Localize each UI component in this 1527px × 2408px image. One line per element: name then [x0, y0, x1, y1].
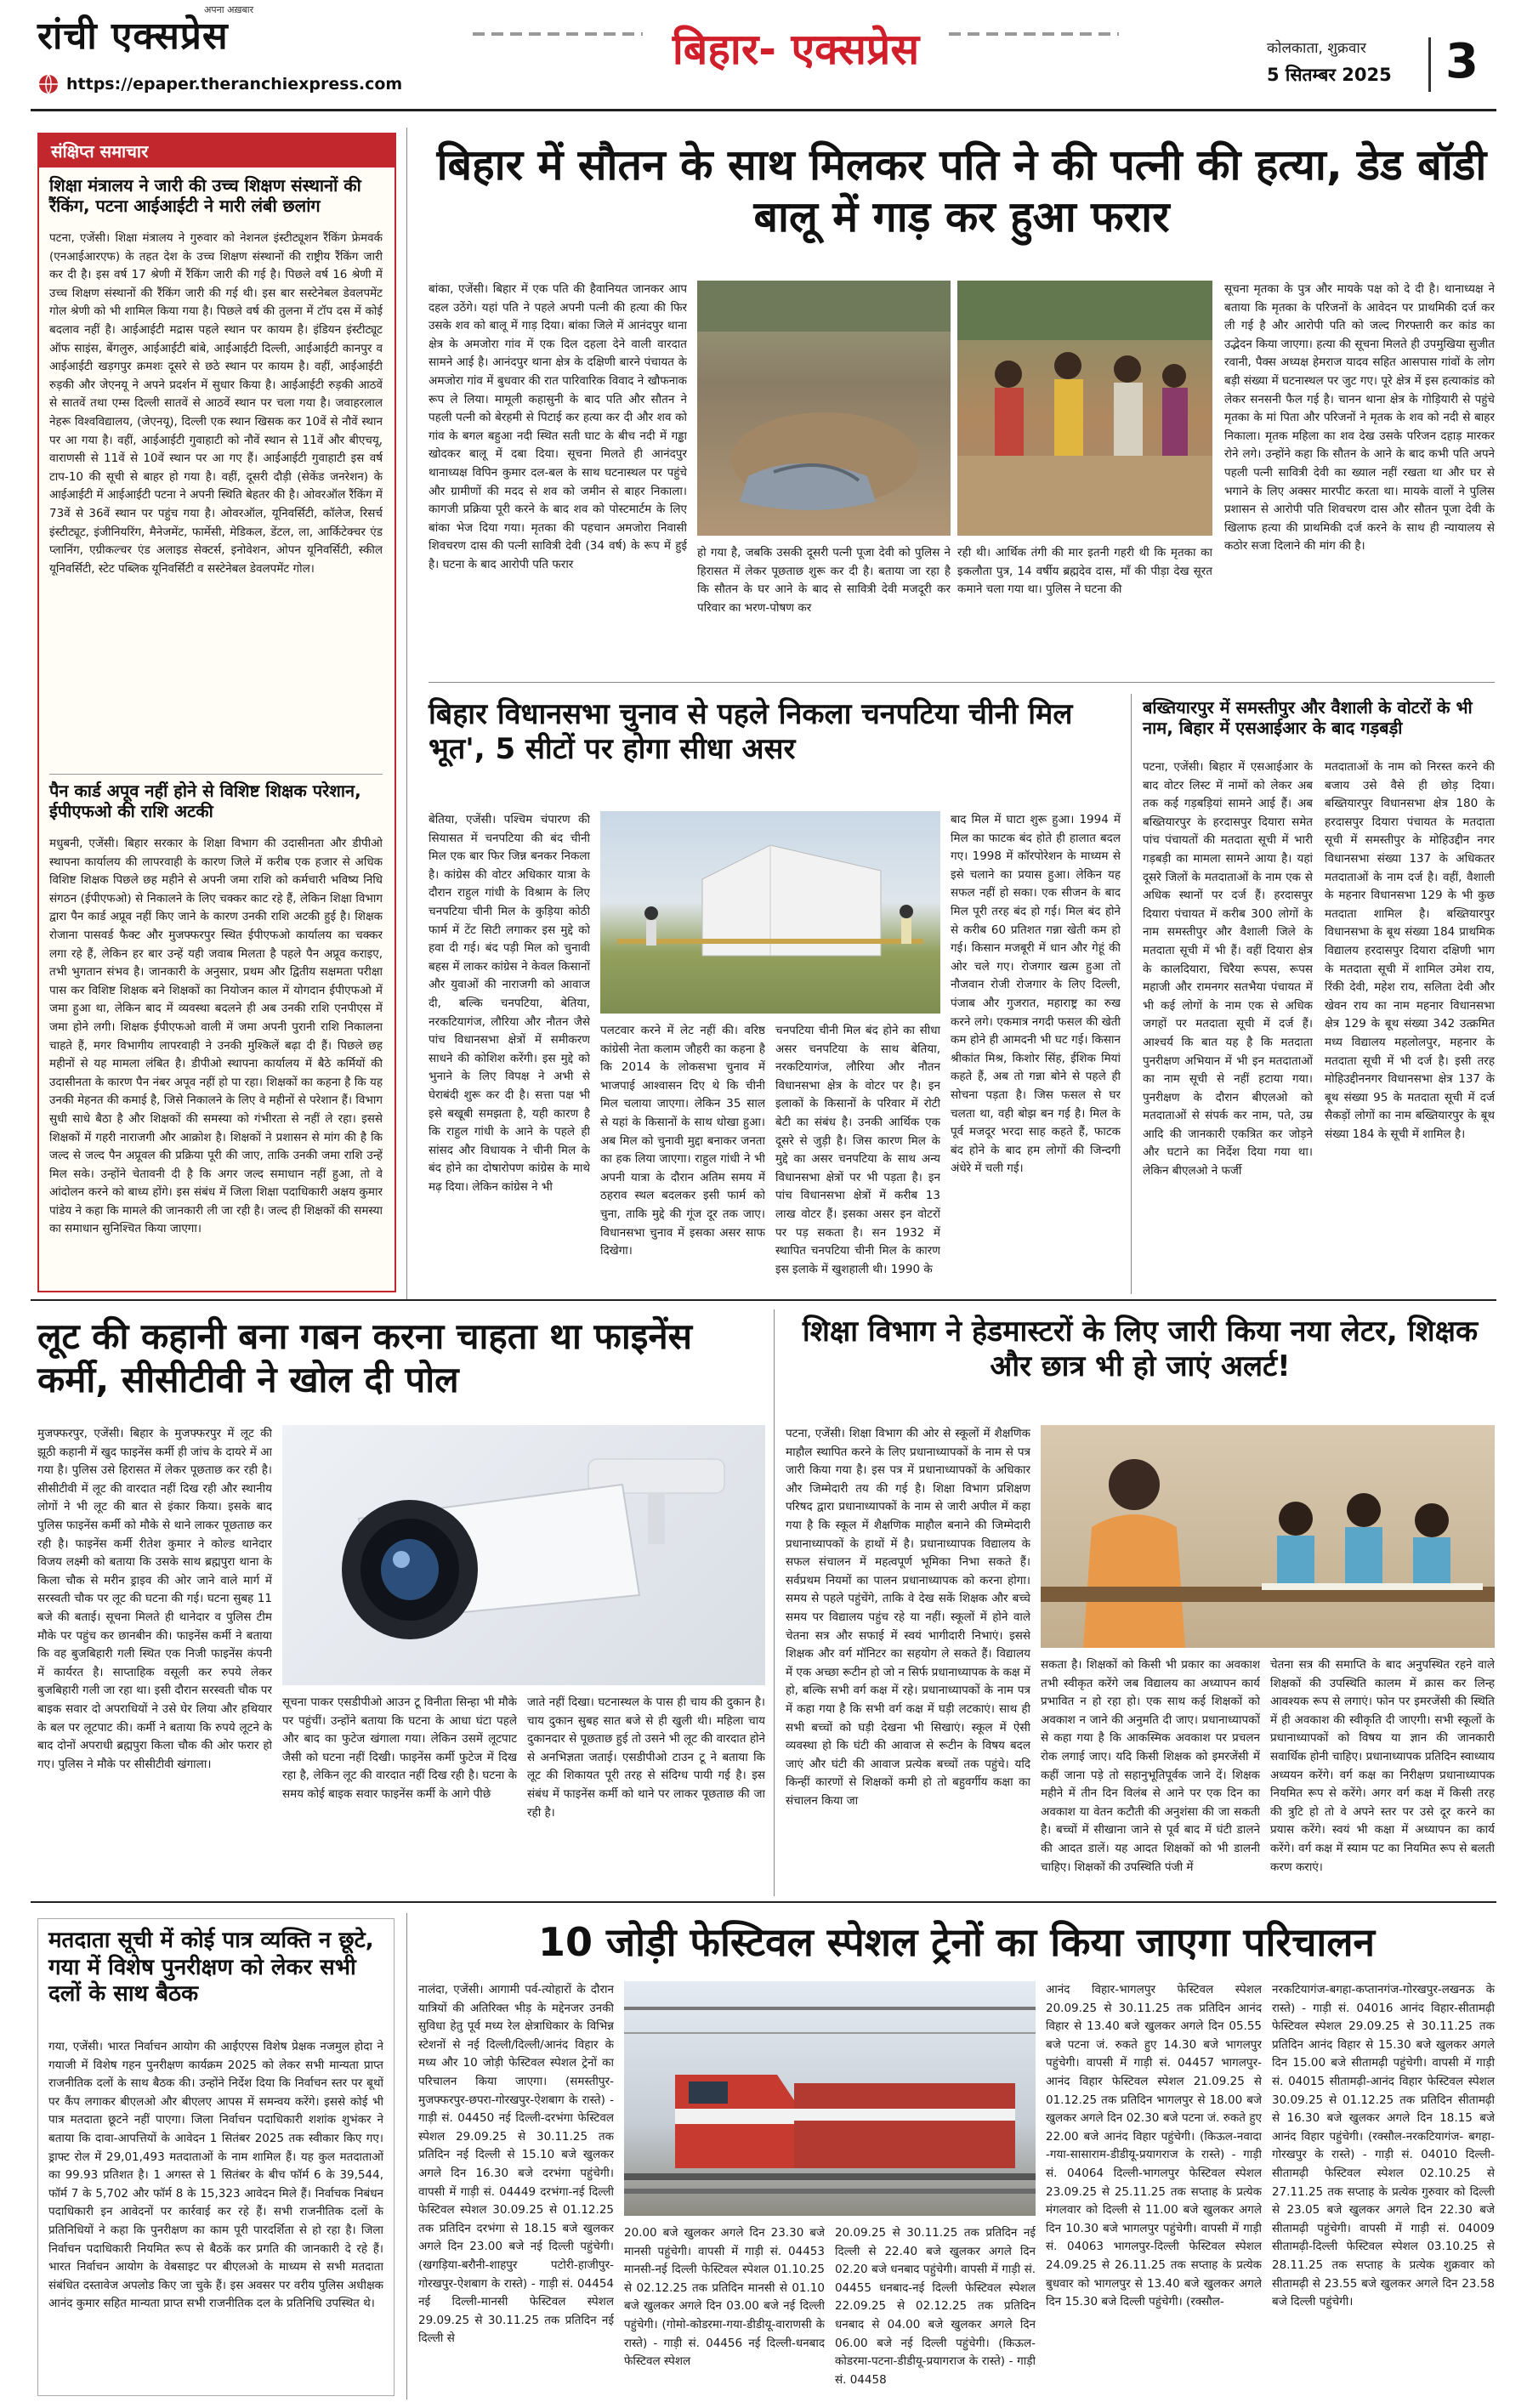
gaya-headline: मतदाता सूची में कोई पात्र व्यक्ति न छूटे, गया में विशेष पुनरीक्षण को लेकर सभी दलों के साथ बैठक: [48, 1928, 374, 2008]
chanpatia-col2: पलटवार करने में लेट नहीं की। वरिष्ठ कांग्रेसी नेता कलाम जौहरी का कहना है कि 2014 के लोकसभा चुनाव में भाजपाई आश्वासन दिए थे कि चीनी मिल चलाया जाएगा। लेकिन 35 साल से यहां के किसानों के साथ धोखा हुआ। अब मिल को चुनावी मुद्दा बनाकर जनता का हक लिया जाएगा। राहुल गांधी ने भी अपनी यात्रा के दौरान अतिम समय में ठहराव स्थल बदलकर इसी फार्म को चुना, ताकि मुद्दे की गूंज दूर तक जाए। विधानसभा चुनाव में इसका असर साफ दिखेगा।: [600, 1024, 765, 1258]
masthead-rule: [31, 109, 1496, 111]
lead-col1: बांका, एजेंसी। बिहार में एक पति की हैवानियत जानकर आप दहल उठेंगे। यहां पति ने पहले अपनी पत्नी की हत्या की फिर उसके शव को बालू में गाड़ दिया। बांका जिले में आनंदपुर थाना क्षेत्र के अमजोरा गांव में एक दिल दहला देने वाली वारदात सामने आई है। आनंदपुर थाना क्षेत्र के दक्षिणी बारने पंचायत के अमजोरा गांव में बुधवार की रात पारिवारिक विवाद ने खौफनाक रूप ले लिया। मामूली कहासुनी के बाद पति और सौतन ने पहली पत्नी को बेरहमी से पिटाई कर हत्या कर दी और शव को गांव के बगल बहुआ नदी स्थित सती घाट के बीच नदी में गड्ढा खोदकर बालू में दबा दिया। सूचना मिलते ही आनंदपुर थानाध्यक्ष विपिन कुमार दल-बल के साथ घटनास्थल पर पहुंचे और ग्रामीणों की मदद से शव को जमीन से बाहर निकाला। कागजी प्रक्रिया पूरी करने के बाद शव को पोस्टमार्टम के लिए बांका भेज दिया गया। मृतका की पहचान अमजोरा निवासी शिवचरण दास की पत्नी सावित्री देवी (34 वर्ष) के रूप में हुई है। घटना के बाद आरोपी पति फरार: [429, 282, 687, 571]
lower-rule: [31, 1901, 1496, 1903]
lead-col2: हो गया है, जबकि उसकी दूसरी पत्नी पूजा देवी को पुलिस ने हिरासत में लेकर पूछताछ शुरू कर दी है। बताया जा रहा है कि सौतन के घर आने के बाद से सावित्री देवी मजदूरी कर परिवार का भरण-पोषण कर: [697, 546, 951, 615]
mid-rule: [31, 1299, 1496, 1301]
lead-bottom-rule: [429, 682, 1495, 683]
section-title: बिहार- एक्सप्रेस: [672, 25, 920, 74]
dateline-date: 5 सितम्बर 2025: [1267, 65, 1392, 85]
sidebar-story1-body: पटना, एजेंसी। शिक्षा मंत्रालय ने गुरुवार को नेशनल इंस्टीट्यूशन रैंकिंग फ्रेमवर्क (एनआईआरएफ) के तहत देश के उच्च शिक्षण संस्थानों की राष्ट्रीय रैंकिंग जारी कर दी है। इस वर्ष 17 श्रेणी में रैंकिंग जारी की गई है। पिछले वर्ष 16 श्रेणी में उच्च शिक्षण संस्थानों की रैंकिंग जारी की गई थी। इस बार सस्टेनेबल डेवलपमेंट गोल श्रेणी को भी शामिल किया गया है। पिछले वर्ष की तुलना में टॉप दस में कोई बदलाव नहीं है। आईआईटी मद्रास पहले स्थान पर कायम है। इंडियन इंस्टीट्यूट ऑफ साइंस, बेंगलुरु, आईआईटी बांबे, आईआईटी दिल्ली, आईआईटी कानपुर व आईआईटी खड़गपुर क्रमशः दूसरे से छठे स्थान पर कायम है। वहीं, आईआईटी रुड़की और जेएनयू ने अपने प्रदर्शन में सुधार किया है। आईआईटी रुड़की आठवें से सातवें तथा एम्स दिल्ली सातवें से आठवें स्थान पर चला गया है। जवाहरलाल नेहरू विश्वविद्यालय, (जेएनयू), दिल्ली एक स्थान खिसक कर 10वें से नौवें स्थान पर आ गया है। वहीं, आईआईटी गुवाहाटी को नौवें स्थान से 11वें और बीएचयू, वाराणसी से 11वें से 10वें स्थान पर आ गए हैं। आईआईटी गुवाहाटी इस वर्ष टाप-10 की सूची से बाहर हो गया है। वहीं, दूसरी दौड़ी (सेकेंड जनरेशन) के आईआईटी में आईआईटी पटना ने अपनी स्थिति बेहतर की है। ओवरऑल रैंकिंग में 73वें से 36वें स्थान पर पहुंच गया है। ओवरऑल, यूनिवर्सिटी, कॉलेज, रिसर्च इंस्टीट्यूट, इंजीनियरिंग, मैनेजमेंट, फार्मेसी, मेडिकल, डेंटल, ला, आर्किटेक्चर एंड प्लानिंग, एग्रीकल्चर एंड अलाइड सेक्टर्स, इनोवेशन, ओपन यूनिवर्सिटी, स्कील यूनिवर्सिटी, स्टेट पब्लिक यूनिवर्सिटी व सस्टेनेबल डेवलपमेंट गोल।: [49, 231, 383, 576]
epaper-url-row[interactable]: [37, 71, 402, 97]
trains-col1: नालंदा, एजेंसी। आगामी पर्व-त्योहारों के दौरान यात्रियों की अतिरिक्त भीड़ के मद्देनजर उनकी सुविधा हेतु पूर्व मध्य रेल क्षेत्राधिकार के विभिन्न स्टेशनों से नई दिल्ली/दिल्ली/आनंद विहार के मध्य और 10 जोड़ी फेस्टिवल स्पेशल ट्रेनों का परिचालन किया जाएगा। (समस्तीपुर- मुजफ्फरपुर-छपरा-गोरखपुर-ऐशबाग के रास्ते) - गाड़ी सं. 04450 नई दिल्ली-दरभंगा फेस्टिवल स्पेशल 29.09.25 से 30.11.25 तक प्रतिदिन नई दिल्ली से 15.10 बजे खुलकर अगले दिन 16.30 बजे दरभंगा पहुंचेगी। वापसी में गाड़ी सं. 04449 दरभंगा-नई दिल्ली फेस्टिवल स्पेशल 30.09.25 से 01.12.25 तक प्रतिदिन दरभंगा से 18.15 बजे खुलकर अगले दिन 23.00 बजे नई दिल्ली पहुंचेगी। (खगड़िया-बरौनी-शाहपुर पटोरी-हाजीपुर-गोरखपुर-ऐशबाग के रास्ते) - गाड़ी सं. 04454 नई दिल्ली-मानसी फेस्टिवल स्पेशल 29.09.25 से 30.11.25 तक प्रतिदिन नई दिल्ली से: [418, 1983, 614, 2346]
page-number-divider: [1428, 37, 1431, 92]
chanpatia-col3: चनपटिया चीनी मिल बंद होने का सीधा असर चनपटिया के साथ बेतिया, नरकटियागंज, लौरिया और नौतन विधानसभा क्षेत्र के वोटर पर है। इन इलाकों के किसानों के परिवार में रोटी बेटी का संबंध है। उनकी आर्थिक एक दूसरे से जुड़ी है। जिस कारण मिल के मुद्दे का असर चनपटिया के साथ अन्य विधानसभा क्षेत्रों पर भी पड़ता है। इन पांच विधानसभा क्षेत्रों में करीब 13 लाख वोटर हैं। इसका असर इन वोटरों पर पड़ सकता है। सन 1932 में स्थापित चनपटिया चीनी मिल के कारण इस इलाके में खुशहाली थी। 1990 के: [775, 1024, 940, 1276]
sidebar-story2-headline: पैन कार्ड अपूव नहीं होने से विशिष्ट शिक्षक परेशान, ईपीएफओ की राशि अटकी: [49, 781, 361, 822]
cctv-col2: सूचना पाकर एसडीपीओ आउन टू विनीता सिन्हा भी मौके पर पहुंचीं। उन्होंने बताया कि घटना के आधा घंटा पहले और बाद का फुटेज खंगाला गया। लेकिन उसमें लूटपाट जैसी को घटना नहीं दिखी। फाइनेंस कर्मी फुटेज में दिख रहा है, लेकिन लूट की वारदात नहीं दिख रही है। घटना के समय कोई बाइक सवार फाइनेंस कर्मी के आगे पीछे: [282, 1695, 517, 1801]
section-title-area: [473, 7, 1119, 92]
lead-photo-crowd: [957, 281, 1212, 536]
lead-col3: रही थी। आर्थिक तंगी की मार इतनी गहरी थी कि मृतका का इकलौता पुत्र, 14 वर्षीय ब्रह्मदेव दास, माँ की पीड़ा देख सूरत कमाने चला गया था। पुलिस ने घटना की: [957, 546, 1212, 597]
sidebar-story1-headline: शिक्षा मंत्रालय ने जारी की उच्च शिक्षण संस्थानों की रैंकिंग, पटना आईआईटी ने मारी लंबी छलांग: [49, 175, 361, 217]
trains-photo-locomotive: [624, 1981, 1036, 2216]
voters-col1: पटना, एजेंसी। बिहार में एसआईआर के बाद वोटर लिस्ट में नामों को लेकर अब तक कई गड़बड़ियां सामने आई हैं। अब बख्तियारपुर के हरदासपुर दियारा समेत पांच पंचायतों की मतदाता सूची में भारी गड़बड़ी का मामला सामने आया है। यहां दूसरे जिलों के मतदाताओं के नाम एक से अधिक स्थानों पर दर्ज हैं। हरदासपुर दियारा पंचायत में करीब 300 लोगों के नाम समस्तीपुर और वैशाली जिले के मतदाता सूची में भी हैं। वहीं दियारा क्षेत्र के कालदियारा, चिरैया रूपस, रूपस महाजी और रामनगर सतभैया पंचायत में भी कई लोगों के नाम एक से अधिक जगहों पर मतदाता सूची में दर्ज हैं। आश्चर्य कि बात यह है कि मतदाता पुनरीक्षण अभियान में भी इन मतदाताओं का नाम सूची से नहीं हटाया गया। पुनरीक्षण के दौरान बीएलओ को मतदाताओं से संपर्क कर नाम, पते, उम्र आदि की जानकारी एकत्रित कर जोड़ने और घटाने का निर्देश दिया गया था। लेकिन बीएलओ ने फर्जी: [1143, 760, 1313, 1178]
cctv-col3: जाते नहीं दिखा। घटनास्थल के पास ही चाय की दुकान है। चाय दुकान सुबह सात बजे से ही खुली थी। महिला चाय दुकानदार से पूछताछ हुई तो उसने भी लूट की वारदात होने से अनभिज्ञता जताई। एसडीपीओ टाउन टू ने बताया कि लूट की शिकायत पूरी तरह से संदिग्ध पायी गई है। इस संबंध में फाइनेंस कर्मी को थाने पर लाकर पूछताछ की जा रही है।: [527, 1695, 765, 1820]
column-rule-lower: [774, 1309, 775, 1896]
education-col3: चेतना सत्र की समाप्ति के बाद अनुपस्थित रहने वाले शिक्षकों की उपस्थिति कालम में क्रास कर लिन्ह आवश्यक रूप से लगाएं। फोन पर इमरजेंसी की स्थिति में ही अवकाश की स्वीकृति दी जाएगी। सभी स्कूलों के प्रधानाध्यापकों को विषय या ज्ञान की जानकारी सवार्धिक होनी चाहिए। प्रधानाध्यापक प्रतिदिन स्वाध्याय अध्ययन करेंगे। वर्ग कक्ष का निरीक्षण प्रधानाध्यापक नियमित रूप से करेंगे। अगर वर्ग कक्ष में किसी तरह की त्रुटि हो तो वे अपने स्तर पर उसे दूर करने का प्रयास करेंगे। स्वयं भी कक्षा में अध्यापन का कार्य करेंगे। वर्ग कक्ष में स्याम पट का नियमित रूप से बलती करण कराएं।: [1270, 1658, 1495, 1874]
cctv-photo-camera: [282, 1425, 765, 1685]
chanpatia-headline: बिहार विधानसभा चुनाव से पहले निकला चनपटिया चीनी मिल भूत', 5 सीटों पर होगा सीधा असर: [429, 697, 1073, 767]
chanpatia-photo-tent: [600, 811, 940, 1014]
education-col2: सकता है। शिक्षकों को किसी भी प्रकार का अवकाश तभी स्वीकृत करेंगे जब विद्यालय का अध्यापन कार्य प्रभावित न हो रहा हो। एक साथ कई शिक्षकों को अवकाश न जाने की अनुमति दी जाए। प्रधानाध्यापकों से कहा गया है कि आकस्मिक अवकाश पर प्रचलन रोक लगाई जाए। यदि किसी शिक्षक को इमरजेंसी में कहीं जाना पड़े तो सहानुभूतिपूर्वक जाने दें। शिक्षक महीने में तीन दिन विलंब से आने पर एक दिन का अवकाश या वेतन कटौती की अनुशंसा की जा सकती है। बच्चों में सीखाना जाने से पूर्व बाद में घंटी डालने की आदत डालें। यह आदत शिक्षकों को भी डालनी चाहिए। शिक्षकों की उपस्थिति पंजी में: [1041, 1658, 1260, 1874]
trains-col2: 20.00 बजे खुलकर अगले दिन 23.30 बजे मानसी पहुंचेगी। वापसी में गाड़ी सं. 04453 मानसी-नई दिल्ली फेस्टिवल स्पेशल 01.10.25 से 02.12.25 तक प्रतिदिन मानसी से 01.10 बजे खुलकर अगले दिन 03.00 बजे नई दिल्ली पहुंचेगी। (गोमो-कोडरमा-गया-डीडीयू-वाराणसी के रास्ते) - गाड़ी सं. 04456 नई दिल्ली-धनबाद फेस्टिवल स्पेशल: [624, 2226, 825, 2369]
education-col1: पटना, एजेंसी। शिक्षा विभाग की ओर से स्कूलों में शैक्षणिक माहौल स्थापित करने के लिए प्रधानाध्यापकों के नाम से पत्र जारी किया गया है। इस पत्र में प्रधानाध्यापकों के अधिकार और जिम्मेदारी तय की गई है। शिक्षा विभाग प्रशिक्षण परिषद द्वारा प्रधानाध्यापकों के नाम से जारी अपील में कहा गया है कि स्कूल में शैक्षणिक माहौल बनाने की जिम्मेदारी प्रधानाध्यापकों के हाथों में है। प्रधानाध्यापक विद्यालय के सफल संचालन में महत्वपूर्ण भूमिका निभा सकते हैं। सर्वप्रथम नियमों का पालन प्रधानाध्यापक को करना होगा। समय से पहले पहुंचेंगे, ताकि वे देख सकें शिक्षक और बच्चे समय पर विद्यालय पहुंच रहे या नहीं। स्कूलों में होने वाले चेतना सत्र और सफाई में स्वयं भागीदारी निभाएं। इससे शिक्षक और वर्ग मॉनिटर का सहयोग ले सकते हैं। विद्यालय में एक अच्छा रूटीन हो जो न सिर्फ प्रधानाध्यापक के कक्ष में हो, बल्कि सभी वर्ग कक्ष में रहे। प्रधानाध्यापकों के नाम पत्र में कहा गया है कि सभी वर्ग कक्ष में घड़ी लटकाएं। साथ ही सभी बच्चों को घड़ी देखना भी सिखाएं। स्कूल में ऐसी व्यवस्था हो कि घंटी की आवाज से रूटीन के विषय बदल जाएं और घंटी की आवाज प्रत्येक बच्चों तक पहुंचे। यदि किन्हीं कारणों से शिक्षकों कमी हो तो बहुवर्गीय कक्षा का संचालन किया जा: [786, 1427, 1030, 1808]
trains-headline: 10 जोड़ी फेस्टिवल स्पेशल ट्रेनों का किया जाएगा परिचालन: [537, 1919, 1376, 1965]
voters-headline: बख्तियारपुर में समस्तीपुर और वैशाली के वोटरों के भी नाम, बिहार में एसआईआर के बाद गड़बड़ी: [1143, 697, 1473, 739]
masthead: [0, 0, 1527, 109]
cctv-headline: लूट की कहानी बना गबन करना चाहता था फाइनेंस कर्मी, सीसीटीवी ने खोल दी पोल: [37, 1315, 693, 1401]
dateline-city: कोलकाता, शुक्रवार: [1267, 40, 1366, 57]
education-photo-classroom: [1041, 1425, 1495, 1648]
page-number: 3: [1445, 34, 1479, 89]
lead-headline: बिहार में सौतन के साथ मिलकर पति ने की पत्नी की हत्या, डेड बॉडी बालू में गाड़ कर हुआ फरार: [436, 140, 1487, 241]
lead-col4: सूचना मृतका के पुत्र और मायके पक्ष को दे दी है। थानाध्यक्ष ने बताया कि मृतका के परिजनों के आवेदन पर प्राथमिकी दर्ज कर ली गई है और आरोपी पति को जल्द गिरफ्तारी कर कांड का उद्भेदन किया जाएगा। हत्या की सूचना मिलते ही उपमुखिया सुजीत रवानी, पैक्स अध्यक्ष हेमराज यादव सहित आसपास गांवों के लोग बड़ी संख्या में घटनास्थल पर जुट गए। पूरे क्षेत्र में इस हत्याकांड को लेकर सनसनी फैल गई है। चानन थाना क्षेत्र के गोड़ियारी से पहुंचे मृतका के मां पिता और परिजनों ने मृतक के शव को नदी से बाहर निकाला। मृतक महिला का शव देख उसके परिजन दहाड़ मारकर रोने लगे। उन्होंने कहा कि सौतन के आने के बाद कभी पति अपने पहली पत्नी सावित्री देवी का ख्याल नहीं रखता था और घर से भगाने के लिए अक्सर मारपीट करता था। मायके वालों ने पुलिस प्रशासन से आरोपी पति शिवचरण दास और सौतन पूजा देवी के खिलाफ हत्या की प्राथमिकी दर्ज करने के साथ ही न्यायालय से कठोर सजा दिलाने की मांग की है।: [1224, 282, 1495, 554]
trains-col4: आनंद विहार-भागलपुर फेस्टिवल स्पेशल 20.09.25 से 30.11.25 तक प्रतिदिन आनंद विहार से 13.40 बजे खुलकर अगले दिन 05.55 बजे पटना जं. रुकते हुए 14.30 बजे भागलपुर पहुंचेगी। वापसी में गाड़ी सं. 04457 भागलपुर-आनंद विहार फेस्टिवल स्पेशल 21.09.25 से 01.12.25 तक प्रतिदिन भागलपुर से 18.00 बजे खुलकर अगले दिन 02.30 बजे पटना जं. रुकते हुए 22.00 बजे आनंद विहार पहुंचेगी। (किऊल-नवादा -गया-सासाराम-डीडीयू-प्रयागराज के रास्ते) - गाड़ी सं. 04064 दिल्ली-भागलपुर फेस्टिवल स्पेशल 23.09.25 से 25.11.25 तक सप्ताह के प्रत्येक मंगलवार को दिल्ली से 11.00 बजे खुलकर अगले दिन 10.30 बजे भागलपुर पहुंचेगी। वापसी में गाड़ी सं. 04063 भागलपुर-दिल्ली फेस्टिवल स्पेशल 24.09.25 से 26.11.25 तक सप्ताह के प्रत्येक बुधवार को भागलपुर से 13.40 बजे खुलकर अगले दिन 15.30 बजे दिल्ली पहुंचेगी। (रक्सौल-: [1046, 1983, 1262, 2309]
trains-col5: नरकटियागंज-बगहा-कप्तानगंज-गोरखपुर-लखनऊ के रास्ते) - गाड़ी सं. 04016 आनंद विहार-सीतामढ़ी फेस्टिवल स्पेशल 29.09.25 से 30.11.25 तक प्रतिदिन आनंद विहार से 15.30 बजे खुलकर अगले दिन 15.00 बजे सीतामढ़ी पहुंचेगी। वापसी में गाड़ी सं. 04015 सीतामढ़ी-आनंद विहार फेस्टिवल स्पेशल 30.09.25 से 01.12.25 तक प्रतिदिन सीतामढ़ी से 16.30 बजे खुलकर अगले दिन 18.15 बजे आनंद विहार पहुंचेगी। (रक्सौल-नरकटियागंज- बगहा-गोरखपुर के रास्ते) - गाड़ी सं. 04010 दिल्ली-सीतामढ़ी फेस्टिवल स्पेशल 02.10.25 से 27.11.25 तक सप्ताह के प्रत्येक गुरुवार को दिल्ली से 23.05 बजे खुलकर अगले दिन 22.30 बजे सीतामढ़ी पहुंचेगी। वापसी में गाड़ी सं. 04009 सीतामढ़ी-दिल्ली फेस्टिवल स्पेशल 03.10.25 से 28.11.25 तक सप्ताह के प्रत्येक शुक्रवार को सीतामढ़ी से 23.55 बजे खुलकर अगले दिन 23.58 बजे दिल्ली पहुंचेगी।: [1272, 1983, 1495, 2309]
voters-col2: मतदाताओं के नाम को निरस्त करने की बजाय उसे वैसे ही छोड़ दिया। बख्तियारपुर विधानसभा क्षेत्र 180 के हरदासपुर दियारा पंचायत के मतदाता सूची में समस्तीपुर के मोहिउद्दीन नगर विधानसभा संख्या 137 के अधिकतर मतदाताओं के नाम दर्ज है। वहीं, वैशाली के महनार विधानसभा 129 के भी कुछ मतदाता शामिल है। बख्तियारपुर विधानसभा के बूथ संख्या 184 प्राथमिक विद्यालय हरदासपुर दियारा दक्षिणी भाग के मतदाता सूची में शामिल उमेश राय, रिंकी देवी, महेश राय, सलिता देवी और खेवन राय का नाम महनार विधानसभा क्षेत्र 129 के बूथ संख्या 342 उत्क्रमित मध्य विद्यालय महलोलपुर, महनार के मतदाता सूची में भी दर्ज है। इसी तरह मोहिउद्दीननगर विधानसभा क्षेत्र 137 के बूथ संख्या 95 के मतदाता सूची में दर्ज सैकड़ों लोगों का नाम बख्तियारपुर के बूथ संख्या 184 के सूची में शामिल है।: [1325, 760, 1495, 1141]
gaya-box: [37, 1918, 395, 2396]
masthead-tagline: अपना अख़बार: [204, 4, 254, 15]
sidebar-brief-news: [37, 133, 396, 1292]
lead-photo-riverbank: [697, 281, 951, 536]
epaper-url[interactable]: https://epaper.theranchiexpress.com: [66, 75, 403, 94]
trains-col3: 20.09.25 से 30.11.25 तक प्रतिदिन नई दिल्ली से 22.40 बजे खुलकर अगले दिन 02.20 बजे धनबाद पहुंचेगी। वापसी में गाड़ी सं. 04455 धनबाद-नई दिल्ली फेस्टिवल स्पेशल 22.09.25 से 02.12.25 तक प्रतिदिन धनबाद से 04.00 बजे खुलकर अगले दिन 06.00 बजे नई दिल्ली पहुंचेगी। (किऊल-कोडरमा-पटना-डीडीयू-प्रयागराज के रास्ते) - गाड़ी सं. 04458: [835, 2226, 1036, 2387]
masthead-logo-text: रांची एक्सप्रेस: [37, 14, 229, 58]
chanpatia-col1: बेतिया, एजेंसी। पश्चिम चंपारण की सियासत में चनपटिया की बंद चीनी मिल एक बार फिर जिन्न बनकर निकला है। कांग्रेस की वोटर अधिकार यात्रा के दौरान राहुल गांधी के विश्राम के लिए चनपटिया चीनी मिल के कुड़िया कोठी फार्म में टेंट सिटी लगाकर इस मुद्दे को हवा दी गई। बंद पड़ी मिल को चुनावी बहस में लाकर कांग्रेस ने केवल किसानों और युवाओं की नाराजगी को आवाज दी, बल्कि चनपटिया, बेतिया, नरकटियागंज, लौरिया और नौतन जैसे पांच विधानसभा क्षेत्रों में समीकरण साधने की कोशिश करेंगी। इस मुद्दे को भुनाने के लिए विपक्ष ने अभी से घेराबंदी शुरू कर दी है। सत्ता पक्ष भी इसे बखूबी समझता है, यही कारण है कि राहुल गांधी के आने के पहले ही सांसद और विधायक ने चीनी मिल के बंद होने का दोषारोपण कांग्रेस के माथे मढ़ दिया। लेकिन कांग्रेस ने भी: [429, 813, 590, 1194]
column-rule-left: [406, 128, 407, 1301]
education-headline: शिक्षा विभाग ने हेडमास्टरों के लिए जारी किया नया लेटर, शिक्षक और छात्र भी हो जाएं अलर्ट!: [802, 1315, 1479, 1384]
globe-icon: [37, 73, 60, 95]
chanpatia-col4: बाद मिल में घाटा शुरू हुआ। 1994 में मिल का फाटक बंद होते ही हालात बदल गए। 1998 में कॉरपोरेशन के माध्यम से इसे चलाने का प्रयास हुआ। लेकिन यह सफल नहीं हो सका। एक सीजन के बाद मिल पूरी तरह बंद हो गई। मिल बंद होने से करीब 60 प्रतिशत गन्ना खेती कम हो गई। किसान मजबूरी में धान और गेहूं की ओर चले गए। रोजगार खत्म हुआ तो नौजवान रोजी रोजगार के लिए दिल्ली, पंजाब और गुजरात, महाराष्ट्र का रुख करने लगे। एकमात्र नगदी फसल की खेती कम होने ही आमदनी भी घट गई। किसान श्रीकांत मिश्र, किशोर सिंह, ईशिक मियां कहते हैं, अब तो गन्ना बोने से पहले ही सोचना पड़ता है। जिस फसल से घर चलता था, वही बोझ बन गई है। मिल के पूर्व मजदूर भरदा साह कहते हैं, फाटक बंद होने के बाद हम लोगों की जिन्दगी अंधेरे में चली गई।: [951, 813, 1121, 1176]
sidebar-header: संक्षिप्त समाचार: [39, 134, 395, 168]
cctv-col1: मुजफ्फरपुर, एजेंसी। बिहार के मुजफ्फरपुर में लूट की झूठी कहानी में खुद फाइनेंस कर्मी ही जांच के दायरे में आ गया है। पुलिस उसे हिरासत में लेकर पूछताछ कर रही है। सीसीटीवी में लूट की वारदात नहीं दिख रही और स्थानीय लोगों ने भी लूट की बात से इंकार किया। इसके बाद पुलिस फाइनेंस कर्मी को मौके से थाने लाकर पूछताछ कर रही है। फाइनेंस कर्मी रीतेश कुमार ने कोल्ड थानेदार विजय लक्ष्मी को बताया कि उसके साथ ब्रह्मपुरा थाना के किला चौक से मरीन ड्राइव की ओर जाने वाले मार्ग में सरस्वती चौक पर लूट की घटना की गई। घटना सुबह 11 बजे की बताई। सूचना मिलते ही थानेदार व पुलिस टीम मौके पर पहुंच कर छानबीन की। फाइनेंस कर्मी ने बताया कि वह बुजबिहारी गली स्थित एक निजी फाइनेंस कंपनी में कार्यरत है। साप्ताहिक वसूली कर रुपये लेकर बुजबिहारी गली जा रहा था। इसी दौरान सरस्वती चौक पर बाइक सवार दो अपराधियों ने उसे घेर लिया और हथियार के बल पर लूटपाट की। कर्मी ने बताया कि रुपये लूटने के बाद दोनों अपराधी ब्रह्मपुरा किला चौक की ओर फरार हो गए। पुलिस ने मौके पर सीसीटीवी खंगाला।: [37, 1427, 272, 1771]
masthead-logo: [37, 9, 326, 61]
sidebar-divider: [49, 774, 383, 775]
column-rule-bottom: [406, 1913, 407, 2399]
column-rule-right: [1131, 694, 1132, 1294]
gaya-body: गया, एजेंसी। भारत निर्वाचन आयोग की आईएएस विशेष प्रेक्षक नजमुल होदा ने गयाजी में विशेष गहन पुनरीक्षण कार्यक्रम 2025 को लेकर सभी मान्यता प्राप्त राजनीतिक दलों के साथ बैठक की। उन्होंने निर्देश दिया कि निर्वाचन स्तर पर बूथों पर कैंप लगाकर बीएलओ और बीएलए आपस में समन्वय करेंगे। इससे कोई भी पात्र मतदाता छूटने नहीं पाएगा। जिला निर्वाचन पदाधिकारी शशांक शुभंकर ने बताया कि दावा-आपत्तियों के आवेदन 1 सितंबर 2025 तक स्वीकार किए गए। ड्राफ्ट रोल में 29,01,493 मतदाताओं के नाम शामिल हैं। यह कुल मतदाताओं का 99.93 प्रतिशत है। 1 अगस्त से 1 सितंबर के बीच फॉर्म 6 के 39,544, फॉर्म 7 के 5,702 और फॉर्म 8 के 15,323 आवेदन मिले हैं। निर्वाचक निबंधन पदाधिकारी इन आवेदनों पर कार्रवाई कर रहे हैं। सभी राजनीतिक दलों के प्रतिनिधियों ने कहा कि पुनरीक्षण का काम पूरी पारदर्शिता से हो रहा है। जिला निर्वाचन पदाधिकारी नियमित रूप से बैठकें कर प्रगति की जानकारी दे रहे हैं। भारत निर्वाचन आयोग के वेबसाइट पर बीएलओ के माध्यम से सभी मतदाता संबंधित दस्तावेज अपलोड किए जा चुके हैं। इस अवसर पर वरीय पुलिस अधीक्षक आनंद कुमार सहित मान्यता प्राप्त सभी राजनीतिक दल के प्रतिनिधि उपस्थित थे।: [48, 2040, 383, 2311]
sidebar-story2-body: मधुबनी, एजेंसी। बिहार सरकार के शिक्षा विभाग की उदासीनता और डीपीओ स्थापना कार्यालय की लापरवाही के कारण जिले में करीब एक हजार से अधिक विशिष्ट शिक्षक पिछले छह महीने से अपनी जमा राशि को कर्मचारी भविष्य निधि संगठन (ईपीएफओ) से निकालने के लिए चक्कर काट रहे हैं, लेकिन शिक्षा विभाग द्वारा पैन कार्ड अप्रूव नहीं किए जाने के कारण उनकी राशि अटकी हुई है। शिक्षक रोजाना पासवर्ड फैक्ट और मुजफ्फरपुर स्थित ईपीएफओ कार्यालय का चक्कर लगा रहे हैं, लेकिन हर बार उन्हें यही जवाब मिलता है पहले पैन अप्रूव कराइए, तभी भुगतान संभव है। जानकारी के अनुसार, प्रथम और द्वितीय सक्षमता परीक्षा पास कर विशिष्ट शिक्षक बने शिक्षकों का नियोजन काल में योगदान ईपीएफओ में जमा हुआ था, लेकिन बाद में व्यवस्था बदलने ही अब उनकी राशि एनपीएस में जमा होने लगी। शिक्षक ईपीएफओ वाली में जमा अपनी पुरानी राशि निकालना चाहते हैं, मगर विभागीय लापरवाही ने उनकी मुश्किलें बढ़ा दी हैं। पिछले छह महीनों से यह मामला लंबित है। डीपीओ स्थापना कार्यालय में बैठे कर्मियों की उदासीनता के कारण पैन नंबर अपूव नहीं हो पा रहा। शिक्षकों का कहना है कि यह उनकी मेहनत की कमाई है, जिसे निकालने के लिए वे महीनों से परेशान हैं। विभाग सुधी साधे बैठा है और शिक्षकों की समस्या को गंभीरता से नहीं ले रहा। इससे शिक्षकों में गहरी नाराजगी और आक्रोश है। शिक्षकों ने प्रशासन से मांग की है कि जल्द से जल्द पैन अप्रूवल की प्रक्रिया पूरी की जाए, ताकि उनकी जमा राशि उन्हें मिल सके। उन्होंने चेतावनी दी है कि अगर जल्द समाधान नहीं हुआ, तो वे आंदोलन करने को बाध्य होंगे। इस संबंध में जिला शिक्षा पदाधिकारी अक्षय कुमार पांडेय ने कहा कि मामले की जानकारी ली जा रही है। जल्द ही शिक्षकों की समस्या का समाधान सुनिश्चित किया जाएगा।: [49, 837, 383, 1236]
